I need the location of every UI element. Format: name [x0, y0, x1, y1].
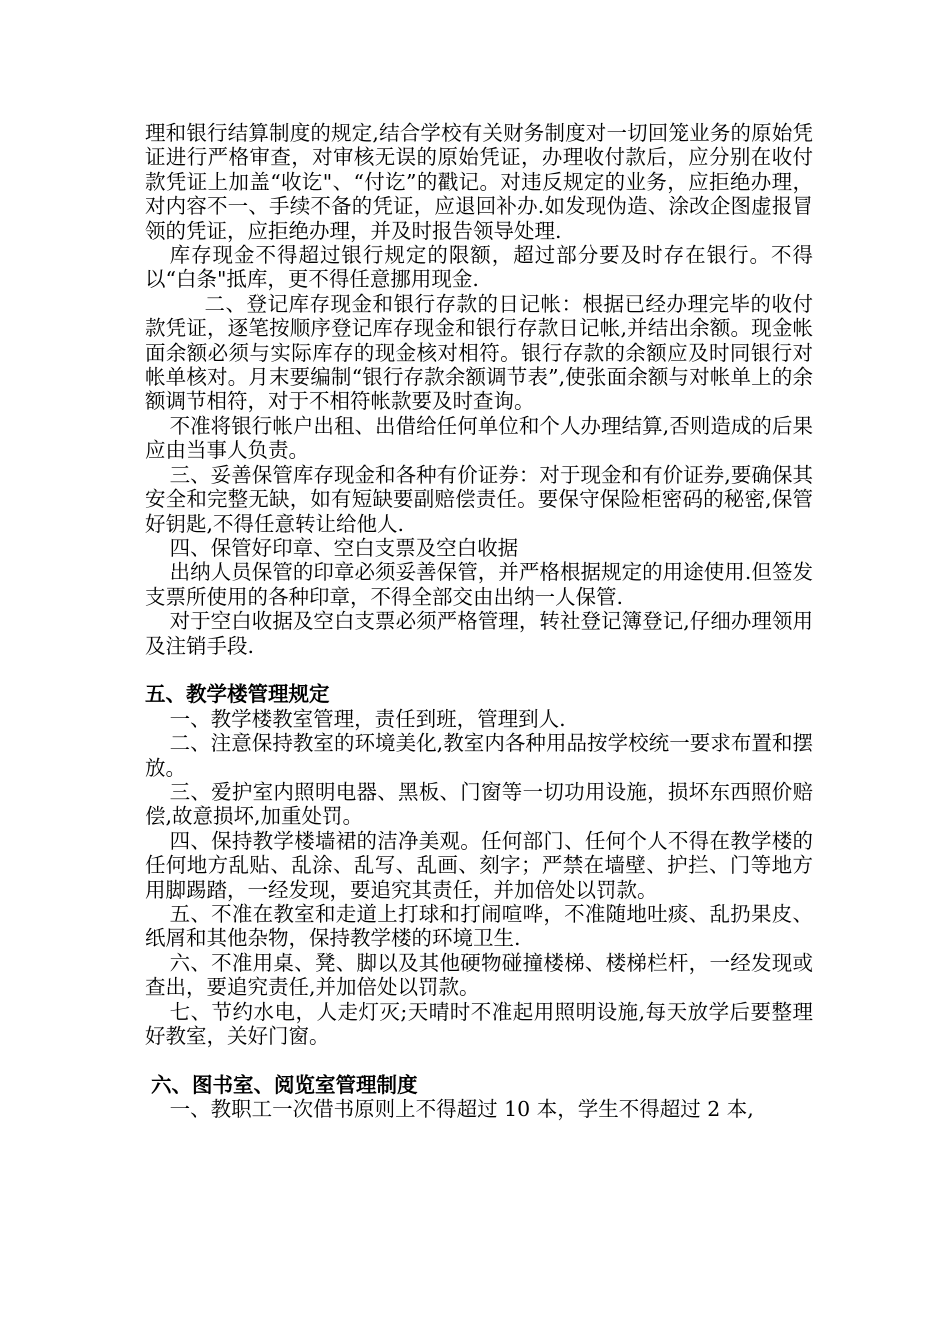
paragraph-bank-account: 不准将银行帐户出租、出借给任何单位和个人办理结算,否则造成的后果应由当事人负责。: [145, 413, 813, 463]
paragraph-journal: 二、登记库存现金和银行存款的日记帐：根据已经办理完毕的收付款凭证，逐笔按顺序登记库存现金和银行存款日记帐,并结出余额。现金帐面余额必须与实际库存的现金核对相符。银行存款的余额应及时同银行对帐单核对。月末要编制“银行存款余额调节表”,使张面余额与对帐单上的余额调节相符，对于不相符帐款要及时查询。: [145, 291, 813, 414]
section-heading-teaching-building: 五、教学楼管理规定: [145, 682, 330, 707]
paragraph-finance-review: 理和银行结算制度的规定,结合学校有关财务制度对一切回笼业务的原始凭证进行严格审查，对审核无误的原始凭证，办理收付款后，应分别在收付款凭证上加盖“收讫"、“付讫”的戳记。对违反规定的业务，应拒绝办理，对内容不一、手续不备的凭证，应退回补办.如发现伪造、涂改企图虚报冒领的凭证，应拒绝办理，并及时报告领导处理.: [145, 121, 813, 243]
rule-item-6: 六、不准用桌、凳、脚以及其他硬物碰撞楼梯、楼梯栏杆，一经发现或查出，要追究责任,并加倍处以罚款。: [145, 950, 813, 1000]
paragraph-seals-title: 四、保管好印章、空白支票及空白收据: [169, 535, 519, 560]
rule-item-4: 四、保持教学楼墙裙的洁净美观。任何部门、任何个人不得在教学楼的任何地方乱贴、乱涂、乱写、乱画、刻字；严禁在墙壁、护拦、门等地方用脚踢踏，一经发现，要追究其责任，并加倍处以罚款。: [145, 828, 813, 902]
paragraph-seals: 出纳人员保管的印章必须妥善保管，并严格根据规定的用途使用.但签发支票所使用的各种印章，不得全部交由出纳一人保管.: [145, 560, 813, 609]
rule-item-1: 一、教学楼教室管理，责任到班，管理到人.: [169, 706, 566, 731]
rule-item-7: 七、节约水电，人走灯灭;天晴时不准起用照明设施,每天放学后要整理好教室，关好门窗。: [145, 999, 813, 1049]
paragraph-securities: 三、妥善保管库存现金和各种有价证券：对于现金和有价证券,要确保其安全和完整无缺，如有短缺要副赔偿责任。要保守保险柜密码的秘密,保管好钥匙,不得任意转让给他人.: [145, 462, 813, 536]
spacer: [145, 658, 813, 682]
section-heading-library: 六、图书室、阅览室管理制度: [151, 1072, 418, 1097]
library-rule-item-1: 一、教职工一次借书原则上不得超过 10 本，学生不得超过 2 本,: [169, 1097, 754, 1122]
rule-item-2: 二、注意保持教室的环境美化,教室内各种用品按学校统一要求布置和摆放。: [145, 731, 813, 780]
rule-item-3: 三、爱护室内照明电器、黑板、门窗等一切功用设施，损坏东西照价赔偿,故意损坏,加重处罚。: [145, 779, 813, 829]
rule-item-5: 五、不准在教室和走道上打球和打闹喧哗，不准随地吐痰、乱扔果皮、纸屑和其他杂物，保持教学楼的环境卫生.: [145, 901, 813, 951]
document-page: [145, 121, 813, 1122]
paragraph-cash-limit: 库存现金不得超过银行规定的限额，超过部分要及时存在银行。不得以“白条"抵库，更不得任意挪用现金.: [145, 243, 813, 292]
paragraph-blank-receipts: 对于空白收据及空白支票必须严格管理，转社登记簿登记,仔细办理领用及注销手段.: [145, 609, 813, 658]
spacer: [145, 1048, 813, 1072]
